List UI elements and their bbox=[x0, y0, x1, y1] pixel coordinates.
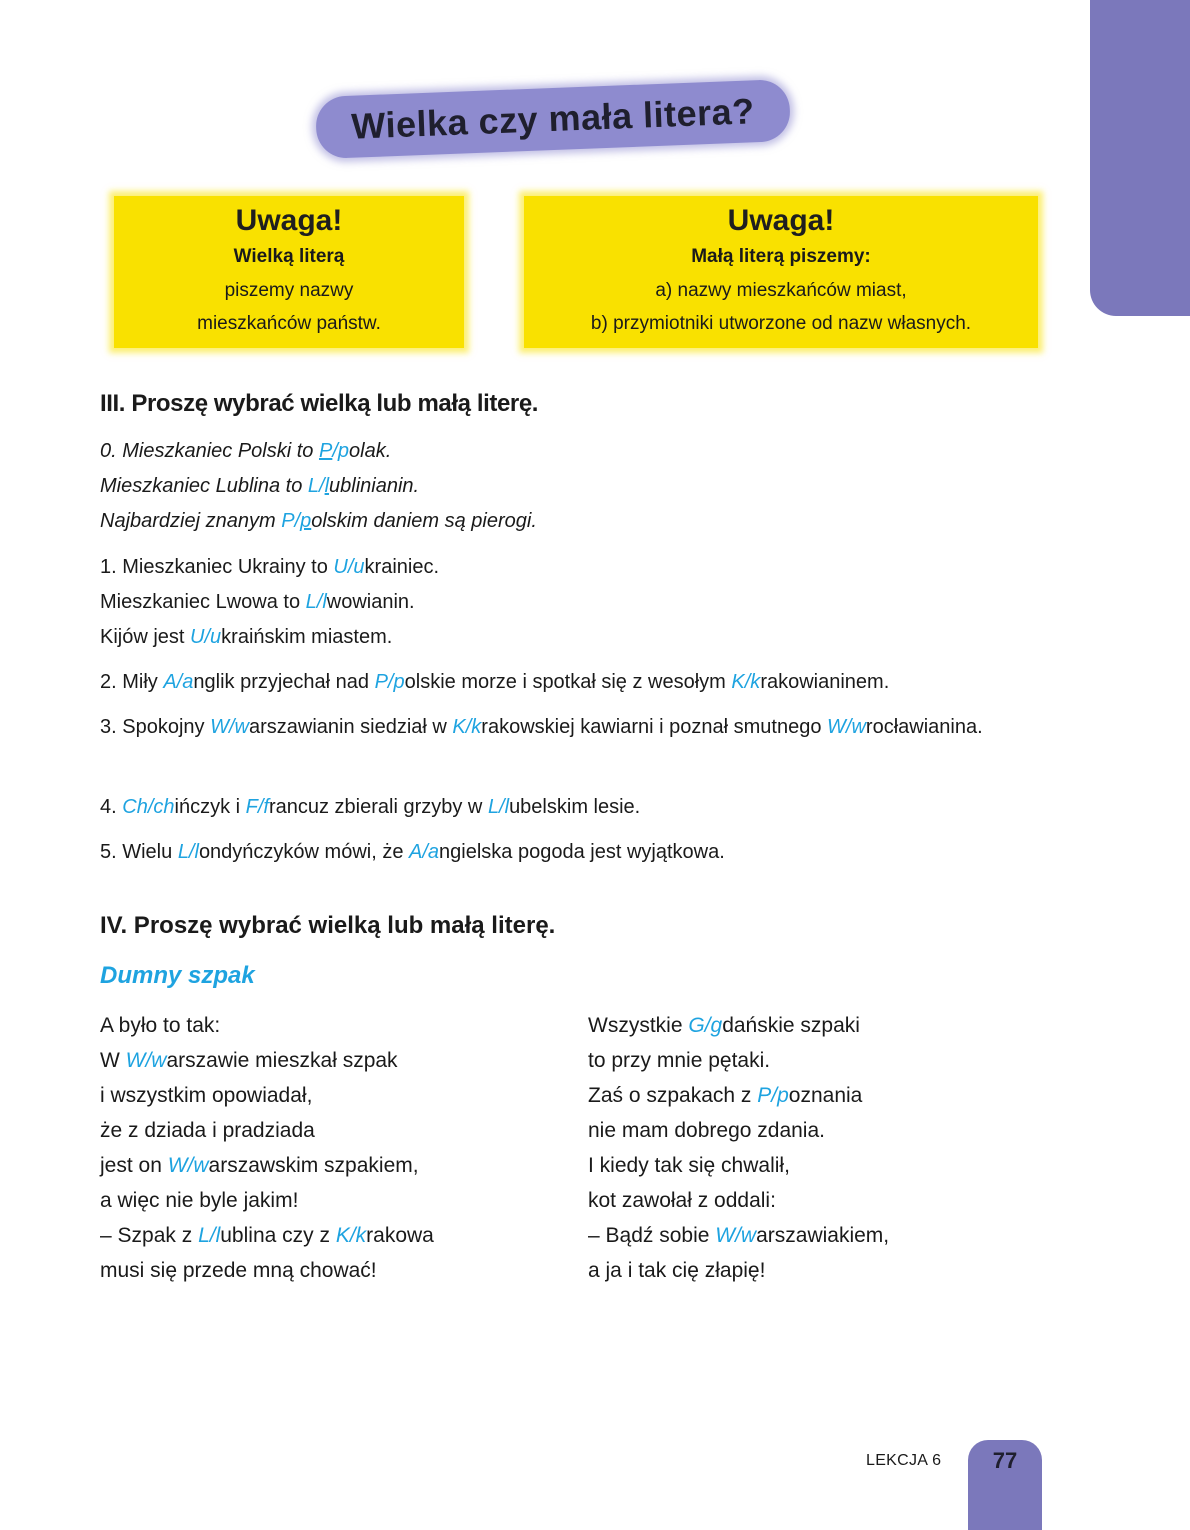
exercise-line: Kijów jest U/ukraińskim miastem. bbox=[100, 626, 393, 648]
poem-line: Zaś o szpakach z P/poznania bbox=[588, 1084, 863, 1107]
note-left-heading: Uwaga! bbox=[235, 204, 343, 237]
example-line: 0. Mieszkaniec Polski to P/polak. bbox=[100, 440, 392, 462]
note-right-heading: Uwaga! bbox=[727, 204, 835, 237]
poem-title: Dumny szpak bbox=[100, 962, 255, 989]
letter-choice[interactable]: Ch/ch bbox=[122, 796, 175, 818]
letter-choice[interactable]: U/u bbox=[333, 556, 365, 578]
letter-choice[interactable]: W/w bbox=[210, 716, 249, 738]
letter-choice[interactable]: P/p bbox=[281, 510, 312, 532]
poem-line: jest on W/warszawskim szpakiem, bbox=[100, 1154, 419, 1177]
note-right-subheading: Małą literą piszemy: bbox=[691, 246, 871, 267]
note-box-left bbox=[114, 196, 464, 348]
letter-choice[interactable]: P/p bbox=[318, 440, 350, 462]
exercise-line: 2. Miły A/anglik przyjechał nad P/polskie morze i spotkał się z wesołym K/krakowianinem. bbox=[100, 671, 890, 693]
exercise-line: 5. Wielu L/londyńczyków mówi, że A/angielska pogoda jest wyjątkowa. bbox=[100, 841, 725, 863]
poem-line: kot zawołał z oddali: bbox=[588, 1189, 776, 1212]
exercise-line: Mieszkaniec Lwowa to L/lwowianin. bbox=[100, 591, 415, 613]
example-line: Najbardziej znanym P/polskim daniem są pierogi. bbox=[100, 510, 537, 532]
page-number: 77 bbox=[992, 1448, 1018, 1473]
poem-line: – Szpak z L/lublina czy z K/krakowa bbox=[100, 1224, 434, 1247]
side-tab-decoration bbox=[1090, 0, 1190, 316]
example-line: Mieszkaniec Lublina to L/lublinianin. bbox=[100, 475, 420, 497]
poem-line: I kiedy tak się chwalił, bbox=[588, 1154, 790, 1177]
letter-choice[interactable]: P/p bbox=[374, 671, 405, 693]
letter-choice[interactable]: L/l bbox=[487, 796, 510, 818]
exercise-3-item-2 bbox=[100, 665, 1012, 700]
exercise-3-item-1 bbox=[100, 550, 1012, 655]
note-left-subheading: Wielką literą bbox=[233, 246, 345, 267]
lesson-label: LEKCJA 6 bbox=[866, 1452, 942, 1469]
letter-choice[interactable]: A/a bbox=[163, 671, 194, 693]
page-title: Wielka czy mała litera? bbox=[350, 90, 756, 147]
letter-choice[interactable]: K/k bbox=[452, 716, 482, 738]
page-number-tab bbox=[968, 1440, 1042, 1530]
letter-choice[interactable]: W/w bbox=[715, 1224, 757, 1247]
exercise-4-heading: IV. Proszę wybrać wielką lub małą literę. bbox=[100, 912, 556, 939]
letter-choice[interactable]: U/u bbox=[190, 626, 222, 648]
letter-choice[interactable]: W/w bbox=[125, 1049, 167, 1072]
exercise-line: 1. Mieszkaniec Ukrainy to U/ukrainiec. bbox=[100, 556, 440, 578]
letter-choice[interactable]: W/w bbox=[827, 716, 866, 738]
poem-line: Wszystkie G/gdańskie szpaki bbox=[588, 1014, 860, 1037]
note-box-right bbox=[524, 196, 1038, 348]
poem-line: nie mam dobrego zdania. bbox=[588, 1119, 825, 1142]
poem-line: musi się przede mną chować! bbox=[100, 1259, 377, 1282]
poem-line: że z dziada i pradziada bbox=[100, 1119, 315, 1142]
exercise-3-item-4 bbox=[100, 790, 1012, 825]
letter-choice[interactable]: W/w bbox=[167, 1154, 209, 1177]
note-left-line: mieszkańców państw. bbox=[197, 313, 381, 334]
exercise-3-heading: III. Proszę wybrać wielką lub małą literę. bbox=[100, 390, 539, 417]
letter-choice[interactable]: L/l bbox=[305, 591, 327, 613]
letter-choice[interactable]: L/l bbox=[307, 475, 330, 497]
letter-choice[interactable]: K/k bbox=[731, 671, 761, 693]
poem-line: a ja i tak cię złapię! bbox=[588, 1259, 766, 1282]
letter-choice[interactable]: L/l bbox=[198, 1224, 221, 1247]
poem-line: i wszystkim opowiadał, bbox=[100, 1084, 313, 1107]
exercise-3-item-5 bbox=[100, 835, 1012, 870]
poem-line: W W/warszawie mieszkał szpak bbox=[100, 1049, 398, 1072]
poem-line: to przy mnie pętaki. bbox=[588, 1049, 771, 1072]
poem-line: – Bądź sobie W/warszawiakiem, bbox=[588, 1224, 890, 1247]
poem-column-right bbox=[588, 1008, 1028, 1288]
letter-choice[interactable]: F/f bbox=[245, 796, 269, 818]
note-right-line: b) przymiotniki utworzone od nazw własnych. bbox=[590, 313, 972, 334]
poem-column-left bbox=[100, 1008, 560, 1288]
letter-choice[interactable]: A/a bbox=[409, 841, 440, 863]
exercise-3-example bbox=[100, 434, 1012, 539]
poem-line: A było to tak: bbox=[100, 1014, 221, 1037]
exercise-3-item-3 bbox=[100, 710, 1012, 745]
poem-line: a więc nie byle jakim! bbox=[100, 1189, 299, 1212]
letter-choice[interactable]: P/p bbox=[757, 1084, 789, 1107]
letter-choice[interactable]: G/g bbox=[688, 1014, 723, 1037]
note-right-line: a) nazwy mieszkańców miast, bbox=[655, 280, 907, 301]
exercise-line: 4. Ch/chińczyk i F/francuz zbierali grzyby w L/lubelskim lesie. bbox=[100, 796, 641, 818]
exercise-line: 3. Spokojny W/warszawianin siedział w K/krakowskiej kawiarni i poznał smutnego W/wrocławianina. bbox=[100, 716, 983, 738]
letter-choice[interactable]: K/k bbox=[335, 1224, 367, 1247]
letter-choice[interactable]: L/l bbox=[177, 841, 199, 863]
note-left-line: piszemy nazwy bbox=[224, 280, 354, 301]
title-banner bbox=[315, 79, 791, 159]
